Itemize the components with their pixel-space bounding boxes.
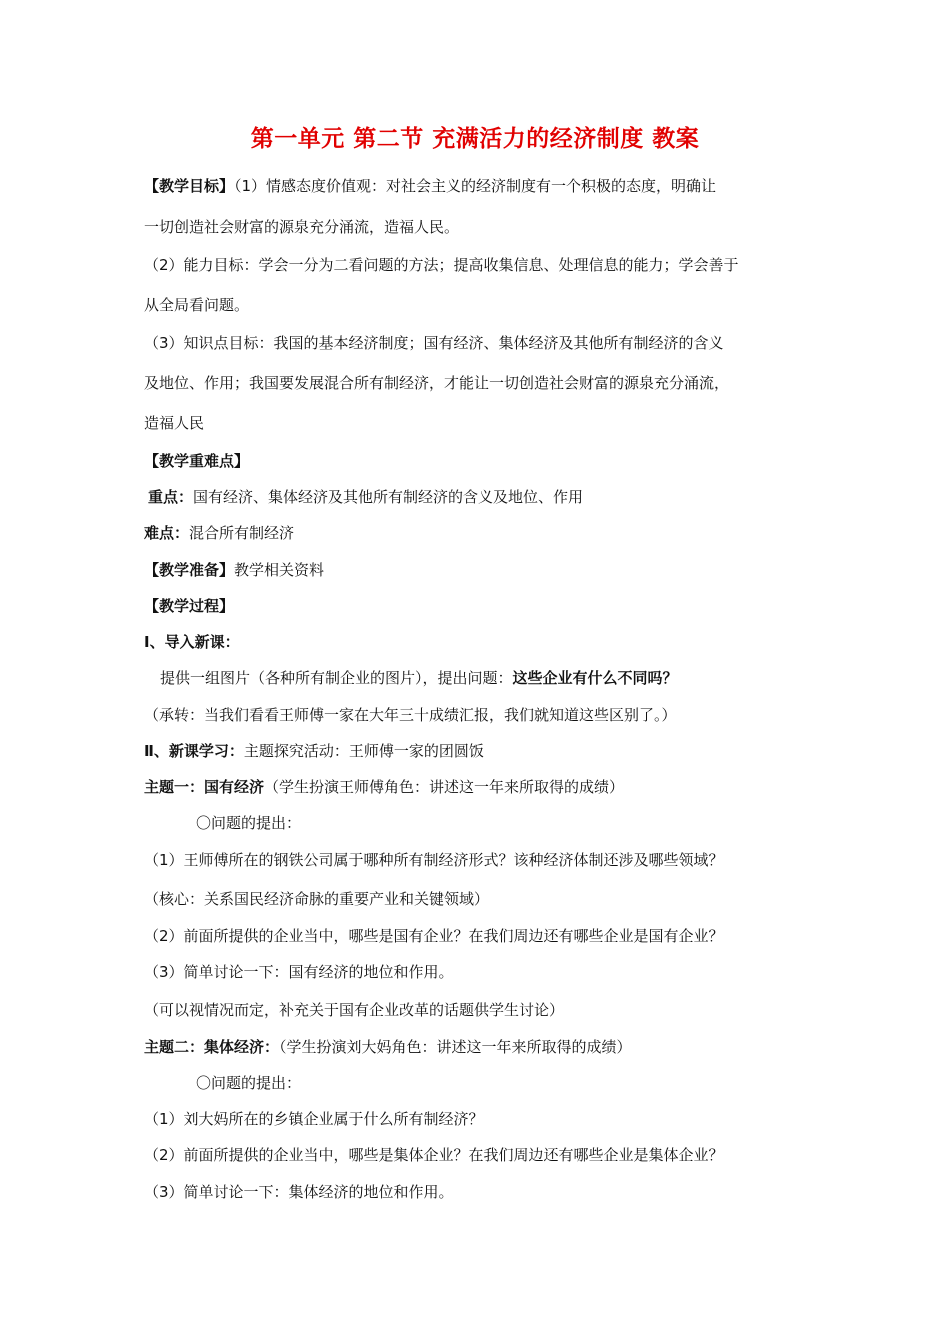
focus-label: 重点： [148, 488, 194, 506]
process-heading: 【教学过程】 [144, 597, 235, 615]
key-points-heading: 【教学重难点】 [144, 452, 250, 470]
intro-heading: Ⅰ、导入新课： [144, 633, 240, 651]
new-lesson-heading: Ⅱ、新课学习： [144, 742, 244, 760]
new-lesson-text: 主题探究活动：王师傅一家的团圆饭 [243, 742, 484, 760]
focus-text: 国有经济、集体经济及其他所有制经济的含义及地位、作用 [193, 488, 584, 506]
topic1-line [144, 777, 624, 797]
objectives-line-1 [144, 176, 716, 196]
objective-1-text-b: 一切创造社会财富的源泉充分涌流，造福人民。 [144, 218, 460, 236]
objective-3-text-b: 及地位、作用；我国要发展混合所有制经济，才能让一切创造社会财富的源泉充分涌流， [144, 374, 730, 392]
topic1-note: （学生扮演王师傅角色：讲述这一年来所取得的成绩） [264, 778, 625, 796]
preparation-heading: 【教学准备】 [144, 561, 235, 579]
topic1-label: 主题一：国有经济 [144, 778, 265, 796]
preparation-text: 教学相关资料 [234, 561, 325, 579]
objective-2-text-b: 从全局看问题。 [144, 296, 250, 314]
topic2-question-1: （1）刘大妈所在的乡镇企业属于什么所有制经济？ [144, 1110, 484, 1128]
topic1-question-3: （3）简单讨论一下：国有经济的地位和作用。 [144, 963, 454, 981]
objectives-heading: 【教学目标】 [144, 177, 235, 195]
intro-line [160, 668, 678, 688]
topic1-question-1: （1）王师傅所在的钢铁公司属于哪种所有制经济形式？该种经济体制还涉及哪些领域？ [144, 851, 724, 869]
topic2-note: （学生扮演刘大妈角色：讲述这一年来所取得的成绩） [279, 1038, 632, 1056]
topic2-question-2: （2）前面所提供的企业当中，哪些是集体企业？在我们周边还有哪些企业是集体企业？ [144, 1146, 724, 1164]
difficulty-label: 难点： [144, 524, 190, 542]
topic1-question-2: （2）前面所提供的企业当中，哪些是国有企业？在我们周边还有哪些企业是国有企业？ [144, 927, 724, 945]
topic2-label: 主题二：集体经济： [144, 1038, 280, 1056]
new-lesson-line [144, 741, 484, 761]
objective-1-text-a: （1）情感态度价值观：对社会主义的经济制度有一个积极的态度，明确让 [234, 177, 717, 195]
topic1-question-1-core: （核心：关系国民经济命脉的重要产业和关键领域） [144, 890, 490, 908]
intro-text: 提供一组图片（各种所有制企业的图片），提出问题： [160, 669, 513, 687]
difficulty-line [144, 523, 294, 543]
focus-line [148, 487, 583, 507]
objective-3-text-c: 造福人民 [144, 414, 205, 432]
topic1-questions-heading: 〇问题的提出： [196, 814, 302, 832]
topic1-question-3-note: （可以视情况而定，补充关于国有企业改革的话题供学生讨论） [144, 1001, 565, 1019]
objective-3-text-a: （3）知识点目标：我国的基本经济制度；国有经济、集体经济及其他所有制经济的含义 [144, 334, 724, 352]
topic2-questions-heading: 〇问题的提出： [196, 1074, 302, 1092]
intro-question: 这些企业有什么不同吗？ [512, 669, 678, 687]
difficulty-text: 混合所有制经济 [189, 524, 295, 542]
objective-2-text-a: （2）能力目标：学会一分为二看问题的方法；提高收集信息、处理信息的能力；学会善于 [144, 256, 739, 274]
topic2-question-3: （3）简单讨论一下：集体经济的地位和作用。 [144, 1183, 454, 1201]
transition-text: （承转：当我们看看王师傅一家在大年三十成绩汇报，我们就知道这些区别了。） [144, 706, 677, 724]
topic2-line [144, 1037, 632, 1057]
preparation-line [144, 560, 324, 580]
document-title: 第一单元 第二节 充满活力的经济制度 教案 [250, 126, 700, 152]
